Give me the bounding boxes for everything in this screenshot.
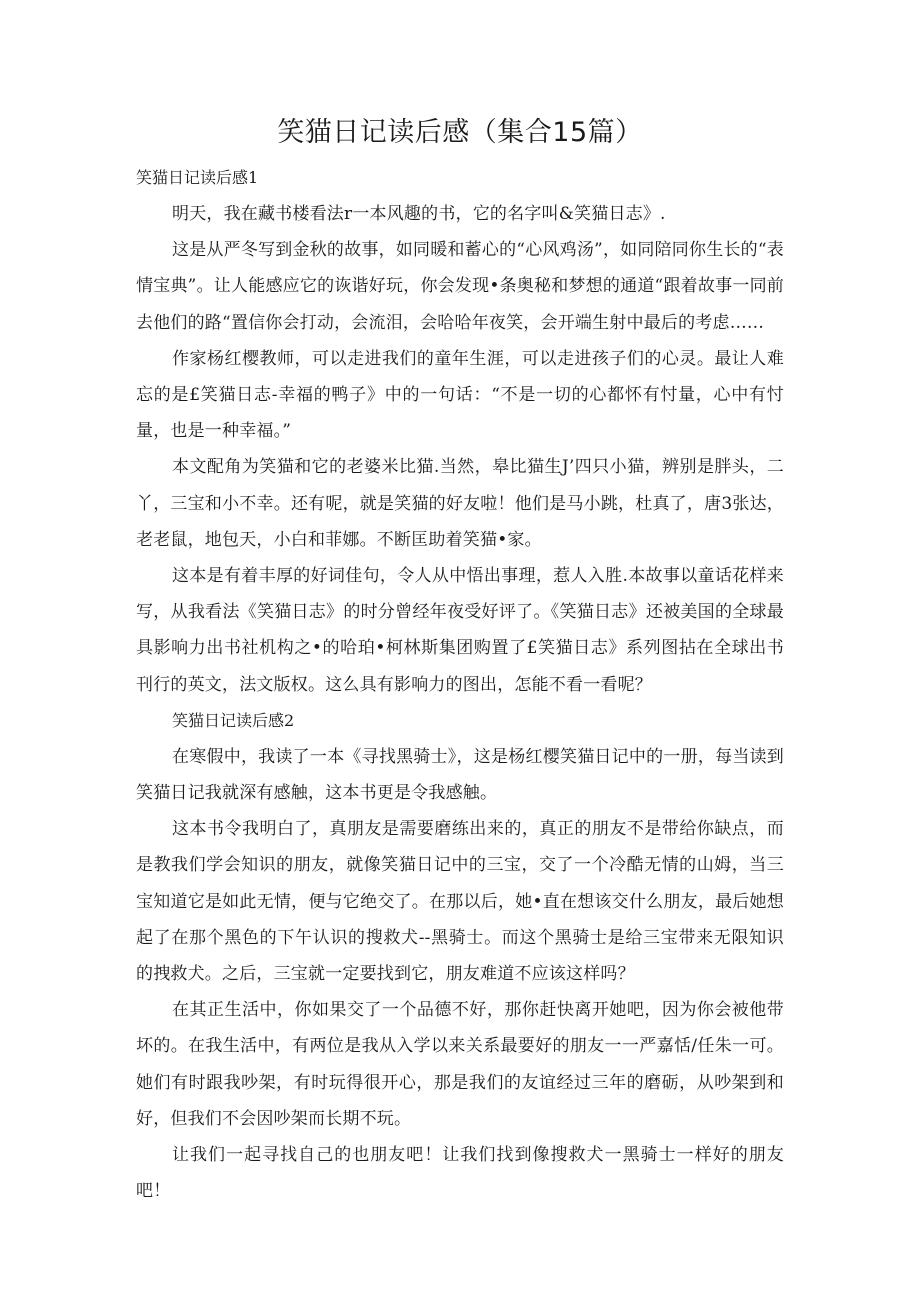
document-body (136, 160, 784, 1209)
paragraph: 作家杨红樱教师，可以走进我们的童年生涯，可以走进孩子们的心灵。最让人难忘的是£笑猫日志-幸福的鸭子》中的一句话：“不是一切的心都怀有忖量，心中有忖量，也是一种幸福。” (136, 348, 784, 442)
document-title: 笑猫日记读后感（集合15篇） (277, 117, 643, 148)
paragraph: 这本是有着丰厚的好词佳句，令人从中悟出事理，惹人入胜.本故事以童话花样来写，从我看法《笑猫日志》的时分曾经年夜受好评了。《笑猫日志》还被美国的全球最具影响力出书社机构之•的哈珀•柯林斯集团购置了£笑猫日志》系列图拈在全球出书刊行的英文，法文版权。这么具有影响力的图出，怎能不看一看呢？ (136, 566, 784, 695)
paragraph: 让我们一起寻找自己的也朋友吧！让我们找到像搜救犬一黑骑士一样好的朋友吧！ (136, 1145, 784, 1202)
paragraph: 这本书令我明白了，真朋友是需要磨练出来的，真正的朋友不是带给你缺点，而是教我们学会知识的朋友，就像笑猫日记中的三宝，交了一个冷酷无情的山姆，当三宝知道它是如此无情，便与它绝交了。在那以后，她•直在想该交什么朋友，最后她想起了在那个黑色的下午认识的搜救犬--黑骑士。而这个黑骑士是给三宝带来无限知识的拽救犬。之后，三宝就一定要找到它，朋友难道不应该这样吗？ (136, 819, 784, 985)
paragraph: 明天，我在藏书楼看法r一本风趣的书，它的名字叫&笑猫日志》. (172, 204, 666, 224)
section-1 (136, 160, 784, 703)
paragraph: 在寒假中，我读了一本《寻找黑骑士》，这是杨红樱笑猫日记中的一册，每当读到笑猫日记我就深有感触，这本书更是令我感触。 (136, 746, 784, 804)
paragraph: 在其正生活中，你如果交了一个品德不好，那你赶快离开她吧，因为你会被他带坏的。在我生活中，有两位是我从入学以来关系最要好的朋友一一严嘉恬/任朱一可。她们有时跟我吵架，有时玩得很开心，那是我们的友谊经过三年的磨砺，从吵架到和好，但我们不会因吵架而长期不玩。 (136, 1000, 784, 1129)
paragraph: 本文配角为笑猫和它的老婆米比猫.当然，皋比猫生J’四只小猫，辨别是胖头，二丫，三宝和小不幸。还有呢，就是笑猫的好友啦！他们是马小跳，杜真了，唐3张达，老老鼠，地包天，小白和菲娜。不断匡助着笑猫•家。 (136, 457, 784, 550)
section-heading: 笑猫日记读后感1 (136, 168, 259, 187)
section-heading: 笑猫日记读后感2 (172, 710, 295, 730)
section-2 (136, 703, 784, 1210)
paragraph: 这是从严冬写到金秋的故事，如同暖和蓄心的“心风鸡汤”，如同陪同你生长的“表情宝典”。让人能感应它的诙谐好玩，你会发现•条奥秘和梦想的通道“跟着故事一同前去他们的路“置信你会打动，会流泪，会哈哈年夜笑，会开端生射中最后的考虑…… (136, 240, 784, 333)
